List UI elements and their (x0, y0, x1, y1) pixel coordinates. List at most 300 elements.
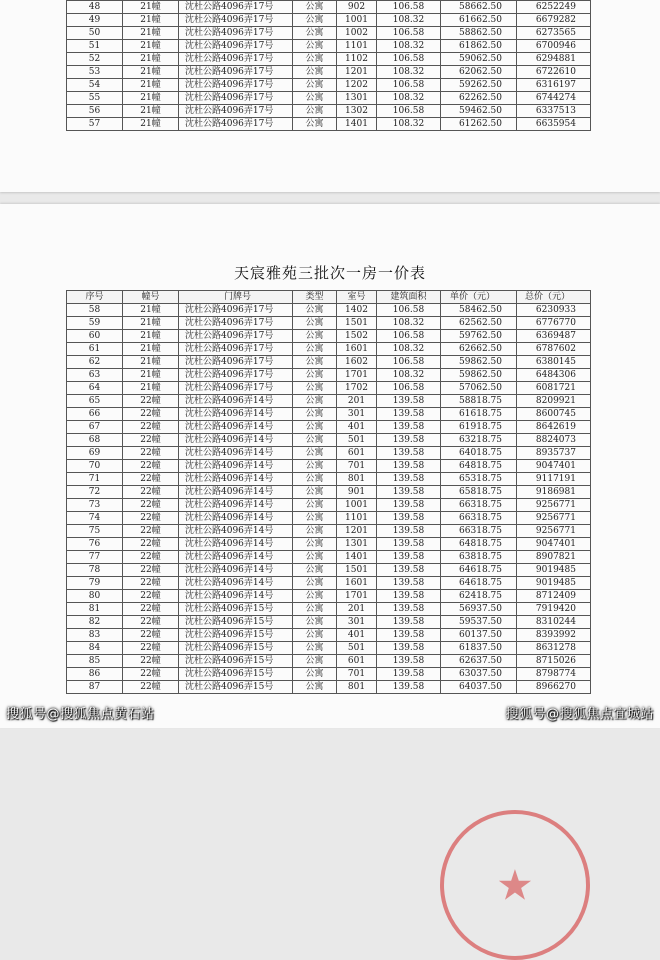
cell-unit-price: 60137.50 (441, 629, 517, 642)
cell-index: 70 (67, 460, 123, 473)
cell-room: 1002 (337, 27, 377, 40)
cell-room: 1001 (337, 499, 377, 512)
cell-room: 301 (337, 408, 377, 421)
cell-area: 139.58 (377, 395, 441, 408)
cell-type: 公寓 (293, 447, 337, 460)
cell-address: 沈杜公路4096弄15号 (179, 642, 293, 655)
cell-total-price: 8966270 (517, 681, 591, 694)
cell-area: 108.32 (377, 369, 441, 382)
cell-index: 60 (67, 330, 123, 343)
table-row (67, 395, 591, 408)
cell-address: 沈杜公路4096弄14号 (179, 460, 293, 473)
cell-area: 139.58 (377, 655, 441, 668)
cell-address: 沈杜公路4096弄14号 (179, 512, 293, 525)
table-row (67, 27, 591, 40)
cell-room: 902 (337, 1, 377, 14)
cell-unit-price: 59862.50 (441, 369, 517, 382)
cell-address: 沈杜公路4096弄17号 (179, 382, 293, 395)
cell-index: 62 (67, 356, 123, 369)
cell-room: 1401 (337, 118, 377, 131)
cell-area: 139.58 (377, 551, 441, 564)
cell-unit-price: 62662.50 (441, 343, 517, 356)
table-row (67, 118, 591, 131)
cell-room: 501 (337, 642, 377, 655)
cell-building: 21幢 (123, 343, 179, 356)
cell-total-price: 8907821 (517, 551, 591, 564)
price-table-top (66, 0, 591, 131)
cell-room: 1701 (337, 590, 377, 603)
cell-building: 22幢 (123, 629, 179, 642)
cell-total-price: 6294881 (517, 53, 591, 66)
cell-index: 57 (67, 118, 123, 131)
cell-unit-price: 61262.50 (441, 118, 517, 131)
cell-address: 沈杜公路4096弄17号 (179, 343, 293, 356)
cell-index: 84 (67, 642, 123, 655)
header-room: 室号 (337, 291, 377, 304)
cell-type: 公寓 (293, 40, 337, 53)
cell-address: 沈杜公路4096弄15号 (179, 616, 293, 629)
cell-room: 301 (337, 616, 377, 629)
cell-area: 139.58 (377, 460, 441, 473)
cell-total-price: 9117191 (517, 473, 591, 486)
table-row (67, 79, 591, 92)
cell-room: 1601 (337, 343, 377, 356)
cell-address: 沈杜公路4096弄14号 (179, 473, 293, 486)
cell-type: 公寓 (293, 408, 337, 421)
cell-room: 1701 (337, 369, 377, 382)
cell-area: 139.58 (377, 499, 441, 512)
cell-address: 沈杜公路4096弄14号 (179, 408, 293, 421)
cell-unit-price: 58662.50 (441, 1, 517, 14)
cell-index: 83 (67, 629, 123, 642)
cell-type: 公寓 (293, 538, 337, 551)
cell-index: 71 (67, 473, 123, 486)
cell-type: 公寓 (293, 564, 337, 577)
cell-area: 106.58 (377, 356, 441, 369)
table-row (67, 655, 591, 668)
cell-index: 73 (67, 499, 123, 512)
cell-unit-price: 63218.75 (441, 434, 517, 447)
cell-area: 139.58 (377, 525, 441, 538)
cell-total-price: 8712409 (517, 590, 591, 603)
cell-area: 108.32 (377, 40, 441, 53)
header-type: 类型 (293, 291, 337, 304)
cell-index: 79 (67, 577, 123, 590)
cell-area: 108.32 (377, 14, 441, 27)
cell-area: 139.58 (377, 642, 441, 655)
cell-total-price: 6776770 (517, 317, 591, 330)
cell-room: 1001 (337, 14, 377, 27)
cell-type: 公寓 (293, 118, 337, 131)
cell-area: 139.58 (377, 512, 441, 525)
header-area: 建筑面积 (377, 291, 441, 304)
cell-building: 21幢 (123, 79, 179, 92)
cell-unit-price: 58862.50 (441, 27, 517, 40)
cell-area: 139.58 (377, 616, 441, 629)
table-row (67, 317, 591, 330)
cell-address: 沈杜公路4096弄15号 (179, 681, 293, 694)
cell-total-price: 6679282 (517, 14, 591, 27)
cell-building: 21幢 (123, 53, 179, 66)
cell-index: 67 (67, 421, 123, 434)
cell-unit-price: 64037.50 (441, 681, 517, 694)
cell-index: 58 (67, 304, 123, 317)
cell-area: 106.58 (377, 79, 441, 92)
cell-index: 75 (67, 525, 123, 538)
cell-type: 公寓 (293, 330, 337, 343)
cell-address: 沈杜公路4096弄15号 (179, 668, 293, 681)
cell-building: 22幢 (123, 681, 179, 694)
table-row (67, 1, 591, 14)
cell-unit-price: 59862.50 (441, 356, 517, 369)
cell-unit-price: 59262.50 (441, 79, 517, 92)
cell-total-price: 9256771 (517, 525, 591, 538)
cell-room: 1402 (337, 304, 377, 317)
cell-total-price: 6744274 (517, 92, 591, 105)
cell-total-price: 8631278 (517, 642, 591, 655)
table-row (67, 603, 591, 616)
cell-index: 61 (67, 343, 123, 356)
cell-area: 139.58 (377, 629, 441, 642)
cell-unit-price: 62637.50 (441, 655, 517, 668)
watermark-right: 搜狐号@搜狐焦点宜城站 (505, 707, 654, 722)
cell-total-price: 9256771 (517, 512, 591, 525)
cell-area: 139.58 (377, 538, 441, 551)
table-row (67, 512, 591, 525)
cell-index: 69 (67, 447, 123, 460)
cell-area: 139.58 (377, 590, 441, 603)
cell-building: 22幢 (123, 564, 179, 577)
cell-total-price: 6273565 (517, 27, 591, 40)
table-row (67, 356, 591, 369)
cell-total-price: 6635954 (517, 118, 591, 131)
cell-area: 106.58 (377, 27, 441, 40)
watermark-left: 搜狐号@搜狐焦点黄石站 (6, 707, 155, 722)
cell-area: 139.58 (377, 564, 441, 577)
cell-area: 139.58 (377, 408, 441, 421)
table-row (67, 369, 591, 382)
cell-building: 21幢 (123, 40, 179, 53)
cell-building: 21幢 (123, 105, 179, 118)
cell-unit-price: 65318.75 (441, 473, 517, 486)
cell-room: 801 (337, 681, 377, 694)
header-building: 幢号 (123, 291, 179, 304)
cell-type: 公寓 (293, 616, 337, 629)
cell-area: 139.58 (377, 434, 441, 447)
cell-address: 沈杜公路4096弄17号 (179, 105, 293, 118)
cell-building: 21幢 (123, 1, 179, 14)
table-row (67, 105, 591, 118)
price-table-header (67, 291, 591, 304)
cell-area: 139.58 (377, 668, 441, 681)
cell-type: 公寓 (293, 356, 337, 369)
cell-type: 公寓 (293, 668, 337, 681)
cell-unit-price: 63818.75 (441, 551, 517, 564)
cell-total-price: 6337513 (517, 105, 591, 118)
price-table-body (67, 304, 591, 694)
cell-index: 72 (67, 486, 123, 499)
cell-room: 1302 (337, 105, 377, 118)
cell-type: 公寓 (293, 577, 337, 590)
cell-total-price: 6369487 (517, 330, 591, 343)
cell-unit-price: 65818.75 (441, 486, 517, 499)
cell-type: 公寓 (293, 369, 337, 382)
cell-type: 公寓 (293, 79, 337, 92)
cell-address: 沈杜公路4096弄14号 (179, 486, 293, 499)
cell-room: 1202 (337, 79, 377, 92)
cell-address: 沈杜公路4096弄14号 (179, 525, 293, 538)
table-row (67, 382, 591, 395)
cell-address: 沈杜公路4096弄14号 (179, 564, 293, 577)
cell-address: 沈杜公路4096弄17号 (179, 317, 293, 330)
cell-total-price: 8310244 (517, 616, 591, 629)
cell-type: 公寓 (293, 317, 337, 330)
document-title: 天宸雅苑三批次一房一价表 (233, 264, 426, 282)
cell-building: 22幢 (123, 408, 179, 421)
cell-building: 22幢 (123, 603, 179, 616)
cell-room: 201 (337, 603, 377, 616)
cell-area: 139.58 (377, 577, 441, 590)
cell-address: 沈杜公路4096弄17号 (179, 92, 293, 105)
cell-total-price: 9047401 (517, 460, 591, 473)
cell-index: 53 (67, 66, 123, 79)
cell-address: 沈杜公路4096弄14号 (179, 577, 293, 590)
cell-room: 1502 (337, 330, 377, 343)
cell-unit-price: 66318.75 (441, 512, 517, 525)
cell-building: 22幢 (123, 538, 179, 551)
cell-address: 沈杜公路4096弄15号 (179, 655, 293, 668)
cell-total-price: 8935737 (517, 447, 591, 460)
cell-building: 22幢 (123, 525, 179, 538)
cell-total-price: 8600745 (517, 408, 591, 421)
cell-address: 沈杜公路4096弄14号 (179, 421, 293, 434)
cell-address: 沈杜公路4096弄17号 (179, 118, 293, 131)
cell-area: 106.58 (377, 304, 441, 317)
cell-address: 沈杜公路4096弄17号 (179, 304, 293, 317)
cell-total-price: 6484306 (517, 369, 591, 382)
cell-room: 1602 (337, 356, 377, 369)
table-row (67, 330, 591, 343)
cell-unit-price: 62062.50 (441, 66, 517, 79)
cell-room: 801 (337, 473, 377, 486)
cell-unit-price: 61662.50 (441, 14, 517, 27)
cell-area: 108.32 (377, 92, 441, 105)
table-row (67, 681, 591, 694)
cell-address: 沈杜公路4096弄17号 (179, 27, 293, 40)
cell-unit-price: 64618.75 (441, 577, 517, 590)
cell-total-price: 9019485 (517, 564, 591, 577)
cell-index: 74 (67, 512, 123, 525)
cell-type: 公寓 (293, 525, 337, 538)
cell-address: 沈杜公路4096弄14号 (179, 551, 293, 564)
cell-room: 401 (337, 629, 377, 642)
cell-index: 85 (67, 655, 123, 668)
cell-type: 公寓 (293, 1, 337, 14)
price-table-top-body (67, 1, 591, 131)
cell-room: 1102 (337, 53, 377, 66)
cell-building: 21幢 (123, 66, 179, 79)
cell-type: 公寓 (293, 460, 337, 473)
table-row (67, 92, 591, 105)
cell-index: 64 (67, 382, 123, 395)
cell-total-price: 6380145 (517, 356, 591, 369)
cell-index: 78 (67, 564, 123, 577)
seal-star-icon: ★ (496, 860, 534, 910)
cell-building: 22幢 (123, 499, 179, 512)
cell-type: 公寓 (293, 681, 337, 694)
cell-room: 501 (337, 434, 377, 447)
cell-address: 沈杜公路4096弄15号 (179, 603, 293, 616)
table-row (67, 486, 591, 499)
cell-address: 沈杜公路4096弄14号 (179, 590, 293, 603)
cell-area: 106.58 (377, 105, 441, 118)
cell-building: 21幢 (123, 382, 179, 395)
document-page-top (0, 0, 660, 192)
cell-index: 51 (67, 40, 123, 53)
cell-type: 公寓 (293, 590, 337, 603)
cell-room: 1401 (337, 551, 377, 564)
header-address: 门牌号 (179, 291, 293, 304)
table-row (67, 590, 591, 603)
cell-unit-price: 61918.75 (441, 421, 517, 434)
cell-type: 公寓 (293, 551, 337, 564)
cell-building: 21幢 (123, 369, 179, 382)
cell-unit-price: 64818.75 (441, 460, 517, 473)
cell-building: 22幢 (123, 642, 179, 655)
cell-type: 公寓 (293, 395, 337, 408)
cell-area: 139.58 (377, 421, 441, 434)
cell-building: 21幢 (123, 356, 179, 369)
cell-address: 沈杜公路4096弄17号 (179, 66, 293, 79)
cell-index: 77 (67, 551, 123, 564)
cell-building: 22幢 (123, 551, 179, 564)
cell-type: 公寓 (293, 343, 337, 356)
cell-type: 公寓 (293, 486, 337, 499)
cell-area: 139.58 (377, 447, 441, 460)
cell-total-price: 8715026 (517, 655, 591, 668)
cell-type: 公寓 (293, 382, 337, 395)
cell-building: 22幢 (123, 421, 179, 434)
table-row (67, 434, 591, 447)
cell-total-price: 8393992 (517, 629, 591, 642)
cell-unit-price: 59462.50 (441, 105, 517, 118)
cell-building: 22幢 (123, 590, 179, 603)
cell-total-price: 9019485 (517, 577, 591, 590)
table-row (67, 564, 591, 577)
cell-room: 1501 (337, 564, 377, 577)
cell-type: 公寓 (293, 304, 337, 317)
table-row (67, 577, 591, 590)
cell-unit-price: 62418.75 (441, 590, 517, 603)
cell-area: 108.32 (377, 66, 441, 79)
cell-room: 1301 (337, 92, 377, 105)
cell-building: 22幢 (123, 668, 179, 681)
cell-index: 86 (67, 668, 123, 681)
cell-total-price: 6787602 (517, 343, 591, 356)
cell-area: 106.58 (377, 1, 441, 14)
cell-room: 1101 (337, 40, 377, 53)
cell-address: 沈杜公路4096弄17号 (179, 330, 293, 343)
cell-unit-price: 59062.50 (441, 53, 517, 66)
table-row (67, 304, 591, 317)
cell-index: 68 (67, 434, 123, 447)
cell-unit-price: 64618.75 (441, 564, 517, 577)
cell-type: 公寓 (293, 53, 337, 66)
cell-total-price: 6316197 (517, 79, 591, 92)
cell-type: 公寓 (293, 499, 337, 512)
cell-room: 201 (337, 395, 377, 408)
cell-building: 21幢 (123, 330, 179, 343)
table-row (67, 499, 591, 512)
cell-room: 1601 (337, 577, 377, 590)
cell-total-price: 6252249 (517, 1, 591, 14)
cell-unit-price: 66318.75 (441, 525, 517, 538)
cell-area: 106.58 (377, 330, 441, 343)
cell-address: 沈杜公路4096弄15号 (179, 629, 293, 642)
cell-unit-price: 63037.50 (441, 668, 517, 681)
cell-type: 公寓 (293, 434, 337, 447)
cell-address: 沈杜公路4096弄14号 (179, 538, 293, 551)
cell-address: 沈杜公路4096弄17号 (179, 369, 293, 382)
document-page-bottom (0, 204, 660, 910)
table-row (67, 616, 591, 629)
cell-address: 沈杜公路4096弄17号 (179, 356, 293, 369)
cell-total-price: 6081721 (517, 382, 591, 395)
cell-index: 80 (67, 590, 123, 603)
cell-room: 1201 (337, 525, 377, 538)
table-row (67, 629, 591, 642)
cell-area: 139.58 (377, 681, 441, 694)
cell-type: 公寓 (293, 603, 337, 616)
cell-area: 108.32 (377, 343, 441, 356)
cell-building: 21幢 (123, 304, 179, 317)
cell-building: 22幢 (123, 447, 179, 460)
cell-unit-price: 58818.75 (441, 395, 517, 408)
cell-unit-price: 61837.50 (441, 642, 517, 655)
cell-address: 沈杜公路4096弄17号 (179, 79, 293, 92)
cell-total-price: 9186981 (517, 486, 591, 499)
cell-building: 22幢 (123, 577, 179, 590)
cell-total-price: 7919420 (517, 603, 591, 616)
cell-area: 108.32 (377, 317, 441, 330)
cell-unit-price: 58462.50 (441, 304, 517, 317)
cell-index: 63 (67, 369, 123, 382)
table-row (67, 66, 591, 79)
cell-unit-price: 64818.75 (441, 538, 517, 551)
price-table (66, 290, 591, 694)
table-row (67, 343, 591, 356)
cell-index: 54 (67, 79, 123, 92)
cell-index: 66 (67, 408, 123, 421)
cell-type: 公寓 (293, 473, 337, 486)
cell-unit-price: 66318.75 (441, 499, 517, 512)
table-row (67, 668, 591, 681)
cell-building: 22幢 (123, 655, 179, 668)
cell-building: 22幢 (123, 512, 179, 525)
cell-address: 沈杜公路4096弄17号 (179, 14, 293, 27)
cell-type: 公寓 (293, 66, 337, 79)
cell-type: 公寓 (293, 655, 337, 668)
header-row (67, 291, 591, 304)
cell-area: 139.58 (377, 603, 441, 616)
cell-unit-price: 59537.50 (441, 616, 517, 629)
cell-area: 139.58 (377, 486, 441, 499)
cell-building: 22幢 (123, 486, 179, 499)
cell-room: 1201 (337, 66, 377, 79)
cell-unit-price: 64018.75 (441, 447, 517, 460)
cell-total-price: 8642619 (517, 421, 591, 434)
table-row (67, 40, 591, 53)
